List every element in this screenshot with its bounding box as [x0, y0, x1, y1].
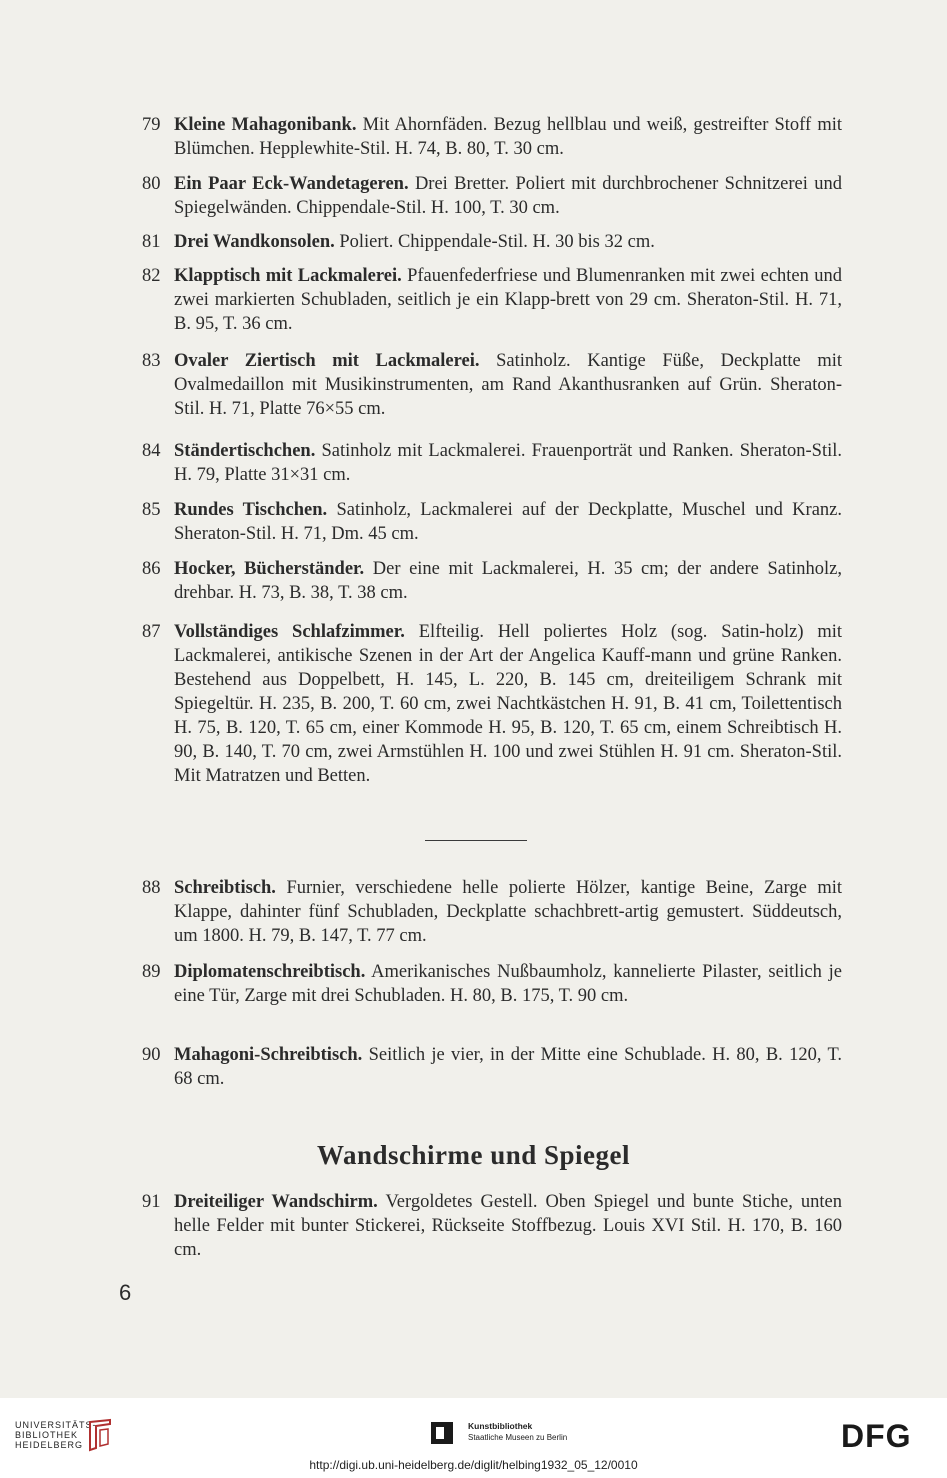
entry-description: Vergoldetes Gestell. Oben Spiegel und bunte Stiche, unten helle Felder mit bunter Stickerei, Rückseite Stoffbezug. Louis XVI Stil. H. 170, B. 160 cm. [174, 1192, 842, 1260]
entry-number: 91 [142, 1192, 161, 1212]
entry-number: 81 [142, 232, 161, 252]
entry-title: Ovaler Ziertisch mit Lackmalerei. [174, 351, 480, 371]
page-number: 6 [119, 1280, 132, 1305]
entry-description: Satinholz. Kantige Füße, Deckplatte mit Ovalmedaillon mit Musikinstrumenten, am Rand Akanthusranken auf Grün. Sheraton-Stil. H. 71, Platte 76×55 cm. [174, 351, 842, 419]
entry-title: Klapptisch mit Lackmalerei. [174, 266, 402, 286]
entry-title: Kleine Mahagonibank. [174, 115, 357, 135]
entry-number: 84 [142, 441, 161, 461]
entry-description: Seitlich je vier, in der Mitte eine Schublade. H. 80, B. 120, T. 68 cm. [174, 1045, 842, 1089]
entry-description: Elfteilig. Hell poliertes Holz (sog. Satin-holz) mit Lackmalerei, antikische Szenen in der Art der Angelica Kauff-mann und grüne Ranken. Bestehend aus Doppelbett, H. 145, L. 220, B. 145 cm, dreiteiligem Schrank mit Spiegeltür. H. 235, B. 200, T. 60 cm, zwei Nachtkästchen H. 91, B. 41 cm, Toilettentisch H. 75, B. 120, T. 65 cm, einer Kommode H. 95, B. 120, T. 65 cm, einem Schreibtisch H. 90, B. 140, T. 70 cm, zwei Armstühlen H. 100 und zwei Stühlen H. 91 cm. Sheraton-Stil. Mit Matratzen und Betten. [174, 622, 842, 786]
catalog-entry [142, 113, 842, 161]
entry-title: Vollständiges Schlafzimmer. [174, 622, 405, 642]
entry-description: Mit Ahornfäden. Bezug hellblau und weiß, gestreifter Stoff mit Blümchen. Hepplewhite-Stil. H. 74, B. 80, T. 30 cm. [174, 115, 842, 159]
entry-description: Der eine mit Lackmalerei, H. 35 cm; der andere Satinholz, drehbar. H. 73, B. 38, T. 38 cm. [174, 559, 842, 603]
viewer-footer [0, 1398, 947, 1478]
entry-title: Rundes Tischchen. [174, 500, 328, 520]
uni-line: BIBLIOTHEK [15, 1430, 79, 1440]
permalink-url[interactable]: http://digi.ub.uni-heidelberg.de/diglit/helbing1932_05_12/0010 [309, 1458, 638, 1472]
entry-title: Diplomatenschreibtisch. [174, 962, 366, 982]
catalog-entry [142, 1190, 842, 1262]
entry-number: 86 [142, 559, 161, 579]
section-heading: Wandschirme und Spiegel [316, 1140, 631, 1170]
entry-description: Satinholz, Lackmalerei auf der Deckplatte, Muschel und Kranz. Sheraton-Stil. H. 71, Dm. 45 cm. [174, 500, 842, 544]
uni-line: UNIVERSITÄTS- [15, 1420, 97, 1430]
kunstbibliothek-logo-icon [431, 1422, 453, 1444]
dfg-logo: DFG [841, 1418, 912, 1454]
entry-title: Hocker, Bücherständer. [174, 559, 365, 579]
entry-description: Satinholz mit Lackmalerei. Frauenporträt und Ranken. Sheraton-Stil. H. 79, Platte 31×31 cm. [174, 441, 842, 485]
catalog-entry [142, 876, 842, 948]
entry-number: 90 [142, 1045, 161, 1065]
catalog-entry [142, 557, 842, 605]
catalog-entry [142, 439, 842, 487]
entry-description: Pfauenfederfriese und Blumenranken mit zwei echten und zwei markierten Schubladen, seitlich je ein Klapp-brett von 29 cm. Sheraton-Stil. H. 71, B. 95, T. 36 cm. [174, 266, 842, 334]
catalog-entry [142, 498, 842, 546]
kb-name: Kunstbibliothek [468, 1421, 533, 1431]
entry-description: Furnier, verschiedene helle polierte Hölzer, kantige Beine, Zarge mit Klappe, dahinter fünf Schubladen, Deckplatte schachbrett-artig gemustert. Süddeutsch, um 1800. H. 79, B. 147, T. 77 cm. [174, 878, 842, 946]
kunstbibliothek-label [468, 1421, 567, 1443]
entry-number: 82 [142, 266, 161, 286]
entry-number: 87 [142, 622, 161, 642]
catalog-entry [142, 620, 842, 788]
catalog-entry [142, 349, 842, 421]
entry-description: Poliert. Chippendale-Stil. H. 30 bis 32 cm. [334, 232, 655, 252]
catalog-entry [142, 1043, 842, 1091]
entry-number: 89 [142, 962, 161, 982]
entry-title: Ständertischchen. [174, 441, 316, 461]
uni-line: HEIDELBERG [15, 1440, 84, 1450]
catalog-entry [142, 264, 842, 336]
catalog-entry [142, 960, 842, 1008]
entry-title: Dreiteiliger Wandschirm. [174, 1192, 378, 1212]
entry-title: Ein Paar Eck-Wandetageren. [174, 174, 409, 194]
entry-number: 80 [142, 174, 161, 194]
section-divider [425, 840, 527, 841]
entry-number: 79 [142, 115, 161, 135]
entry-title: Mahagoni-Schreibtisch. [174, 1045, 363, 1065]
entry-number: 85 [142, 500, 161, 520]
entry-number: 83 [142, 351, 161, 371]
university-logo-icon [86, 1418, 114, 1452]
catalog-entry [142, 230, 842, 254]
entry-title: Drei Wandkonsolen. [174, 232, 335, 252]
catalog-entry [142, 172, 842, 220]
entry-number: 88 [142, 878, 161, 898]
entry-description: Amerikanisches Nußbaumholz, kannelierte Pilaster, seitlich je eine Tür, Zarge mit drei Schubladen. H. 80, B. 175, T. 90 cm. [174, 962, 842, 1006]
entry-description: Drei Bretter. Poliert mit durchbrochener Schnitzerei und Spiegelwänden. Chippendale-Stil. H. 100, T. 30 cm. [174, 174, 842, 218]
university-library-label [15, 1420, 97, 1450]
entry-title: Schreibtisch. [174, 878, 276, 898]
kb-sub: Staatliche Museen zu Berlin [468, 1433, 568, 1442]
